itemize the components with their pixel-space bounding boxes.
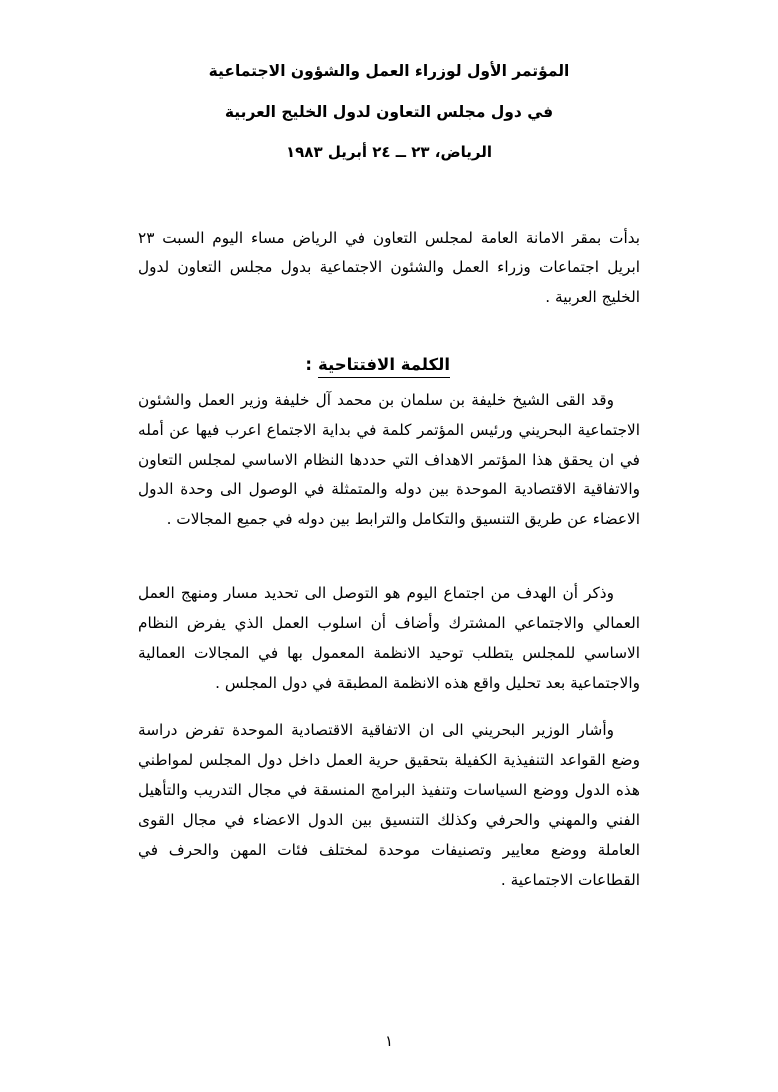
document-content bbox=[138, 62, 640, 895]
section-heading-colon: : bbox=[305, 354, 312, 374]
paragraph-4: وأشار الوزير البحريني الى ان الاتفاقية الاقتصادية الموحدة تفرض دراسة وضع القواعد التنفيذية الكفيلة بتحقيق حرية العمل داخل دول المجلس لمواطني هذه الدول ووضع السياسات وتنفيذ البرامج المنسقة في مجال التدريب والتأهيل الفني والمهني والحرفي وكذلك التنسيق بين الدول الاعضاء في مجال القوى العاملة ووضع معايير وتصنيفات موحدة لمختلف فئات المهن والحرف في القطاعات الاجتماعية . bbox=[138, 721, 640, 889]
paragraph-2: وقد القى الشيخ خليفة بن سلمان بن محمد آل خليفة وزير العمل والشئون الاجتماعية البحريني ورئيس المؤتمر كلمة في بداية الاجتماع اعرب فيها عن أمله في ان يحقق هذا المؤتمر الاهداف التي حددها النظام الاساسي لمجلس التعاون والاتفاقية الاقتصادية الموحدة بين دوله والمتمثلة في الوصول الى وحدة الدول الاعضاء عن طريق التنسيق والتكامل والترابط بين دوله في جميع المجالات . bbox=[138, 390, 640, 529]
section-heading-text: الكلمة الافتتاحية bbox=[318, 355, 450, 378]
section-heading-wrap bbox=[138, 313, 640, 386]
paragraph-spacer-1 bbox=[138, 535, 640, 579]
paragraph-3: وذكر أن الهدف من اجتماع اليوم هو التوصل الى تحديد مسار ومنهج العمل العمالي والاجتماعي المشترك وأضاف أن اسلوب العمل الذي يفرض النظام الاساسي للمجلس يتطلب توحيد الانظمة المعمول بها في المجالات العمالية والاجتماعية بعد تحليل واقع هذه الانظمة المطبقة في دول المجلس . bbox=[138, 584, 640, 692]
title-line-1: المؤتمر الأول لوزراء العمل والشؤون الاجتماعية bbox=[208, 62, 570, 80]
paragraph-1: بدأت بمقر الامانة العامة لمجلس التعاون في الرياض مساء اليوم السبت ٢٣ ابريل اجتماعات وزراء العمل والشئون الاجتماعية بدول مجلس التعاون لدول الخليج العربية . bbox=[138, 228, 640, 307]
page-number: ١ bbox=[384, 1032, 394, 1050]
paragraph-spacer-2 bbox=[138, 698, 640, 716]
section-heading bbox=[305, 355, 450, 378]
title-line-3: الرياض، ٢٣ ــ ٢٤ أبريل ١٩٨٣ bbox=[286, 142, 492, 161]
title-line-2: في دول مجلس التعاون لدول الخليج العربية bbox=[224, 103, 554, 122]
document-title-block bbox=[138, 62, 640, 162]
